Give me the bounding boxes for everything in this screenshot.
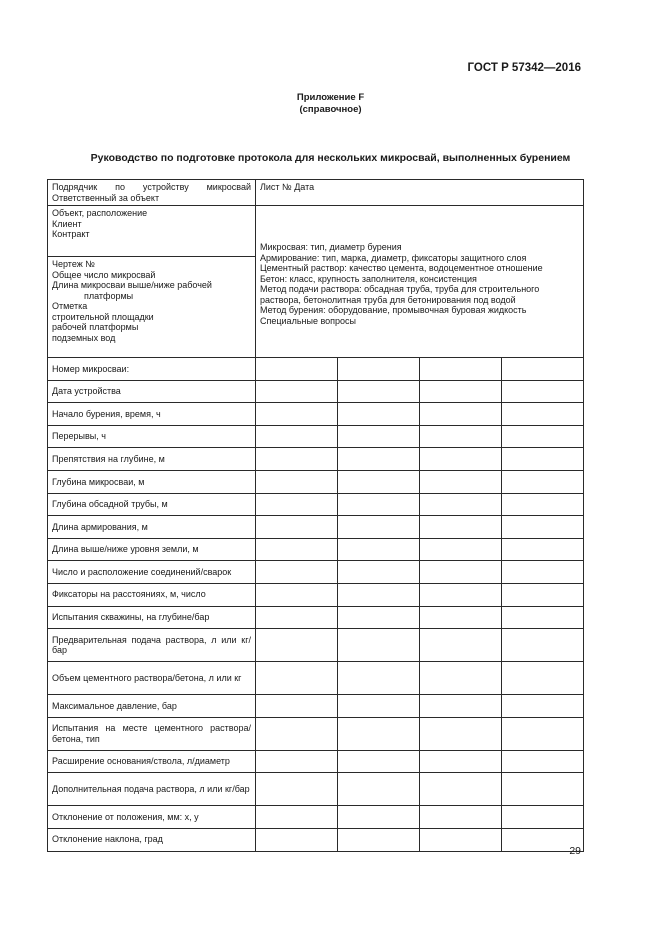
row-label: Отклонение наклона, град xyxy=(48,828,256,851)
table-row xyxy=(48,380,584,403)
pile-value-cell[interactable] xyxy=(502,403,584,426)
page-number: 29 xyxy=(569,845,581,857)
pile-value-cell[interactable] xyxy=(338,403,420,426)
sheet-date-cell: Лист № Дата xyxy=(256,180,584,206)
row-label: Фиксаторы на расстояниях, м, число xyxy=(48,583,256,606)
pile-value-cell[interactable] xyxy=(338,470,420,493)
table-row xyxy=(48,516,584,539)
client-label: Клиент xyxy=(52,218,82,229)
document-code: ГОСТ Р 57342—2016 xyxy=(467,62,581,74)
pile-value-cell[interactable] xyxy=(338,662,420,695)
pile-value-cell[interactable] xyxy=(502,750,584,773)
pile-value-cell[interactable] xyxy=(256,493,338,516)
pile-value-cell[interactable] xyxy=(338,380,420,403)
row-label: Испытания скважины, на глубине/бар xyxy=(48,606,256,629)
pile-value-cell[interactable] xyxy=(420,380,502,403)
pile-value-cell[interactable] xyxy=(420,662,502,695)
pile-value-cell[interactable] xyxy=(256,662,338,695)
pile-value-cell[interactable] xyxy=(420,773,502,806)
pile-value-cell[interactable] xyxy=(338,750,420,773)
pile-value-cell[interactable] xyxy=(502,606,584,629)
pile-value-cell[interactable] xyxy=(256,773,338,806)
row-label: Отклонение от положения, мм: x, y xyxy=(48,806,256,829)
pile-value-cell[interactable] xyxy=(338,583,420,606)
table-row xyxy=(48,493,584,516)
pile-value-cell[interactable] xyxy=(256,695,338,718)
table-row xyxy=(48,358,584,381)
appendix-heading xyxy=(0,92,661,116)
elevation-label: Отметка xyxy=(52,301,88,311)
row-label: Номер микросваи: xyxy=(48,358,256,381)
pile-value-cell[interactable] xyxy=(338,695,420,718)
row-label: Максимальное давление, бар xyxy=(48,695,256,718)
row-label: Дополнительная подача раствора, л или кг/бар xyxy=(48,773,256,806)
row-label: Предварительная подача раствора, л или кг/бар xyxy=(48,629,256,662)
pile-value-cell[interactable] xyxy=(420,695,502,718)
pile-value-cell[interactable] xyxy=(256,750,338,773)
pile-value-cell[interactable] xyxy=(420,828,502,851)
pile-value-cell[interactable] xyxy=(338,717,420,750)
row-label: Дата устройства xyxy=(48,380,256,403)
parameter-rows xyxy=(48,358,584,852)
total-piles-label: Общее число микросвай xyxy=(52,269,156,280)
reinforcement-label: Армирование: тип, марка, диаметр, фиксаторы защитного слоя xyxy=(260,252,527,263)
pile-value-cell[interactable] xyxy=(502,583,584,606)
site-label: строительной площадки xyxy=(52,311,154,322)
pile-value-cell[interactable] xyxy=(420,538,502,561)
grout-label: Цементный раствор: качество цемента, водоцементное отношение xyxy=(260,263,543,273)
table-row xyxy=(48,448,584,471)
pile-value-cell[interactable] xyxy=(502,538,584,561)
pile-value-cell[interactable] xyxy=(256,538,338,561)
row-label: Число и расположение соединений/сварок xyxy=(48,561,256,584)
pile-value-cell[interactable] xyxy=(502,662,584,695)
groundwater-label: подземных вод xyxy=(52,332,116,343)
pile-value-cell[interactable] xyxy=(502,773,584,806)
row-label: Глубина обсадной трубы, м xyxy=(48,493,256,516)
pile-value-cell[interactable] xyxy=(420,750,502,773)
pile-value-cell[interactable] xyxy=(256,806,338,829)
pile-value-cell[interactable] xyxy=(420,425,502,448)
pile-value-cell[interactable] xyxy=(256,470,338,493)
table-row xyxy=(48,717,584,750)
pile-value-cell[interactable] xyxy=(502,425,584,448)
pile-value-cell[interactable] xyxy=(502,380,584,403)
pile-value-cell[interactable] xyxy=(256,516,338,539)
table-row xyxy=(48,662,584,695)
row-label: Начало бурения, время, ч xyxy=(48,403,256,426)
pile-value-cell[interactable] xyxy=(502,448,584,471)
pile-value-cell[interactable] xyxy=(256,629,338,662)
table-row xyxy=(48,403,584,426)
protocol-form-table xyxy=(47,179,584,852)
pile-value-cell[interactable] xyxy=(420,516,502,539)
platform-label: платформы xyxy=(84,290,134,301)
pile-value-cell[interactable] xyxy=(502,561,584,584)
pile-value-cell[interactable] xyxy=(338,516,420,539)
pile-value-cell[interactable] xyxy=(338,629,420,662)
drilling-method-label: Метод бурения: оборудование, промывочная буровая жидкость xyxy=(260,305,527,315)
drawing-number-label: Чертеж № xyxy=(52,259,95,269)
pile-value-cell[interactable] xyxy=(338,828,420,851)
pile-value-cell[interactable] xyxy=(256,425,338,448)
pile-value-cell[interactable] xyxy=(420,606,502,629)
special-issues-label: Специальные вопросы xyxy=(260,315,356,326)
pile-value-cell[interactable] xyxy=(420,403,502,426)
pile-value-cell[interactable] xyxy=(420,493,502,516)
pile-value-cell[interactable] xyxy=(502,358,584,381)
pile-value-cell[interactable] xyxy=(338,606,420,629)
pile-description-cell xyxy=(256,206,584,358)
pile-value-cell[interactable] xyxy=(256,606,338,629)
pile-value-cell[interactable] xyxy=(420,448,502,471)
object-row xyxy=(48,206,584,257)
pile-value-cell[interactable] xyxy=(420,561,502,584)
table-row xyxy=(48,773,584,806)
pile-value-cell[interactable] xyxy=(256,358,338,381)
pile-value-cell[interactable] xyxy=(502,493,584,516)
pile-value-cell[interactable] xyxy=(502,516,584,539)
object-location-label: Объект, расположение xyxy=(52,208,148,218)
pile-value-cell[interactable] xyxy=(338,493,420,516)
table-row xyxy=(48,561,584,584)
pile-value-cell[interactable] xyxy=(502,806,584,829)
pile-value-cell[interactable] xyxy=(502,470,584,493)
row-label: Препятствия на глубине, м xyxy=(48,448,256,471)
pile-type-label: Микросвая: тип, диаметр бурения xyxy=(260,242,402,252)
pile-value-cell[interactable] xyxy=(256,448,338,471)
table-row xyxy=(48,629,584,662)
row-label: Расширение основания/ствола, л/диаметр xyxy=(48,750,256,773)
table-row xyxy=(48,828,584,851)
row-label: Длина выше/ниже уровня земли, м xyxy=(48,538,256,561)
pile-value-cell[interactable] xyxy=(338,806,420,829)
pile-value-cell[interactable] xyxy=(338,773,420,806)
pile-value-cell[interactable] xyxy=(256,403,338,426)
pile-value-cell[interactable] xyxy=(338,358,420,381)
row-label: Перерывы, ч xyxy=(48,425,256,448)
row-label: Длина армирования, м xyxy=(48,516,256,539)
table-row xyxy=(48,583,584,606)
concrete-label: Бетон: класс, крупность заполнителя, консистенция xyxy=(260,273,477,284)
row-label: Испытания на месте цементного раствора/бетона, тип xyxy=(48,717,256,750)
pile-value-cell[interactable] xyxy=(420,583,502,606)
object-cell xyxy=(48,206,256,257)
pile-value-cell[interactable] xyxy=(256,380,338,403)
working-platform-label: рабочей платформы xyxy=(52,322,139,332)
pile-value-cell[interactable] xyxy=(420,806,502,829)
appendix-type: (справочное) xyxy=(299,104,362,115)
contractor-row xyxy=(48,180,584,206)
table-row xyxy=(48,695,584,718)
pile-value-cell[interactable] xyxy=(338,538,420,561)
drawing-cell xyxy=(48,257,256,358)
pile-value-cell[interactable] xyxy=(256,583,338,606)
document-title: Руководство по подготовке протокола для нескольких микросвай, выполненных бурением xyxy=(90,152,571,164)
pile-value-cell[interactable] xyxy=(256,828,338,851)
table-row xyxy=(48,806,584,829)
contractor-cell: Подрядчик по устройству микросвай Ответственный за объект xyxy=(48,180,256,206)
row-label: Объем цементного раствора/бетона, л или кг xyxy=(48,662,256,695)
pile-length-label: Длина микросваи выше/ниже рабочей xyxy=(52,280,212,290)
pile-value-cell[interactable] xyxy=(420,629,502,662)
pile-value-cell[interactable] xyxy=(338,561,420,584)
pile-value-cell[interactable] xyxy=(338,448,420,471)
table-row xyxy=(48,538,584,561)
table-row xyxy=(48,470,584,493)
pile-value-cell[interactable] xyxy=(338,425,420,448)
pile-value-cell[interactable] xyxy=(502,695,584,718)
table-row xyxy=(48,606,584,629)
table-row xyxy=(48,750,584,773)
pile-value-cell[interactable] xyxy=(420,358,502,381)
pile-value-cell[interactable] xyxy=(502,629,584,662)
grout-method-label: Метод подачи раствора: обсадная труба, труба для строительного раствора, бетонолитная труба для бетонирования под водой xyxy=(260,284,540,305)
appendix-title: Приложение F xyxy=(296,92,365,103)
pile-value-cell[interactable] xyxy=(420,470,502,493)
pile-value-cell[interactable] xyxy=(256,717,338,750)
pile-value-cell[interactable] xyxy=(256,561,338,584)
pile-value-cell[interactable] xyxy=(502,717,584,750)
row-label: Глубина микросваи, м xyxy=(48,470,256,493)
pile-value-cell[interactable] xyxy=(420,717,502,750)
contract-label: Контракт xyxy=(52,229,90,239)
table-row xyxy=(48,425,584,448)
